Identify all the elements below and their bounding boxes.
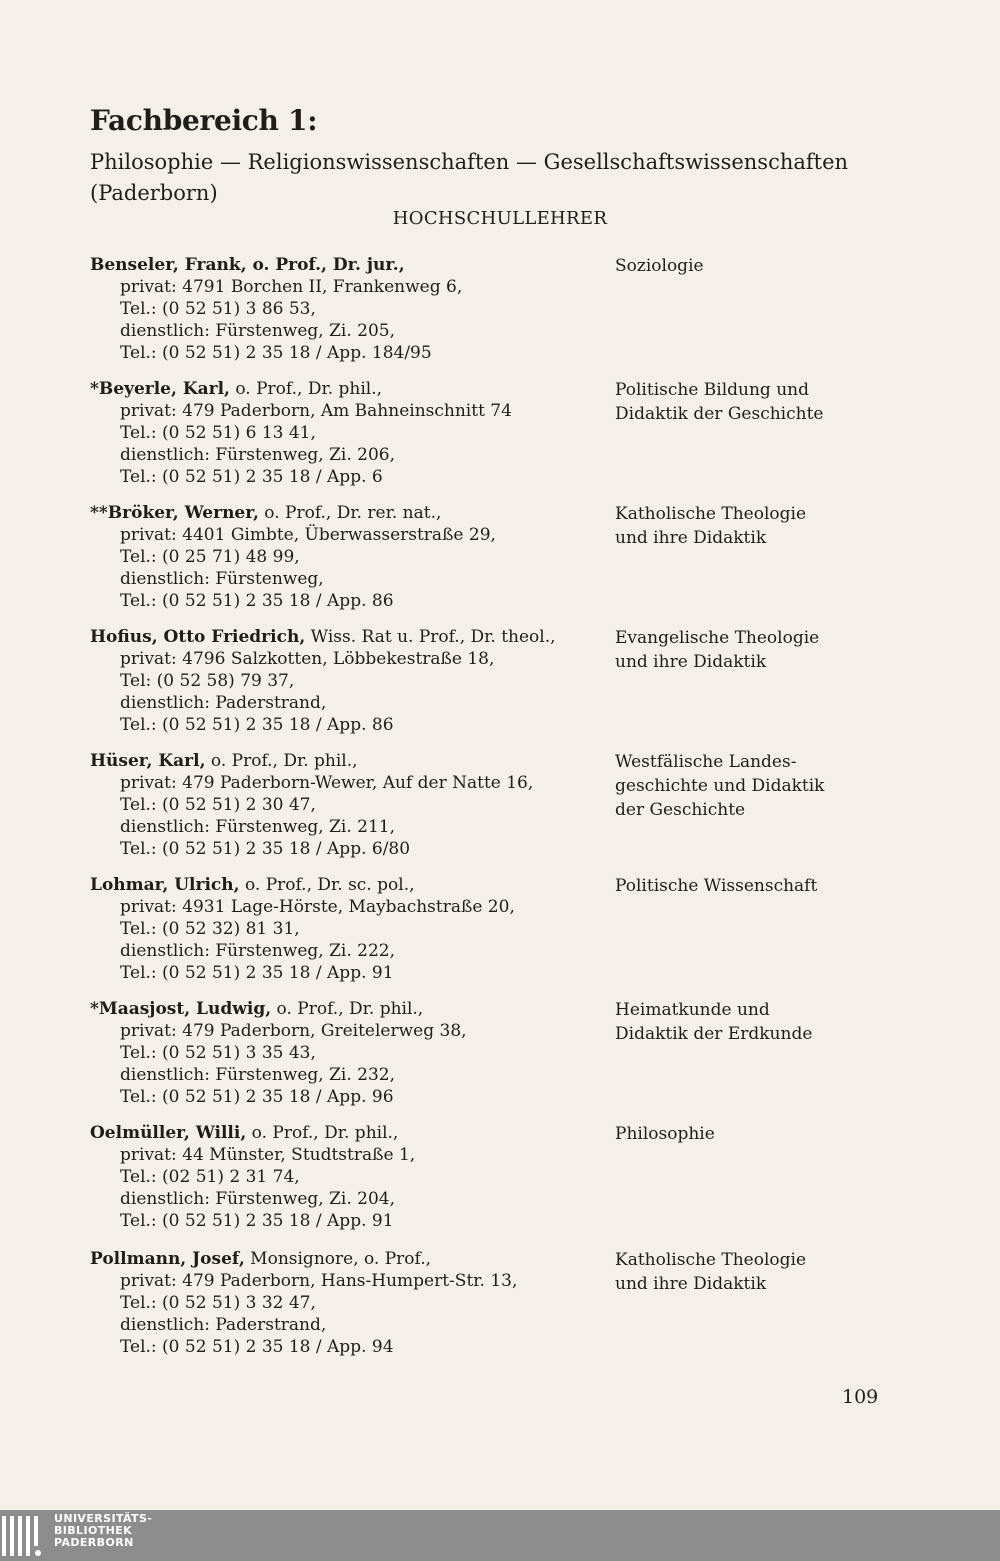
staff-contact-line: dienstlich: Fürstenweg, Zi. 222,: [120, 941, 396, 961]
staff-subject: [615, 1122, 895, 1146]
staff-contact-line: dienstlich: Fürstenweg, Zi. 204,: [120, 1189, 396, 1209]
staff-name-line: [90, 998, 610, 1020]
staff-contact-line: Tel.: (0 52 51) 6 13 41,: [120, 423, 316, 443]
subheading-line-2: (Paderborn): [90, 181, 218, 205]
staff-contact-line: Tel.: (0 52 51) 3 32 47,: [120, 1293, 316, 1313]
staff-entry-details: [90, 1248, 610, 1358]
staff-contact-line: Tel.: (0 52 51) 2 35 18 / App. 96: [120, 1087, 394, 1107]
staff-contact-line: privat: 479 Paderborn, Hans-Humpert-Str. 13,: [120, 1271, 518, 1291]
staff-name: Hofius, Otto Friedrich,: [90, 627, 306, 647]
staff-entry-details: [90, 998, 610, 1108]
staff-title: o. Prof., Dr. rer. nat.,: [258, 503, 442, 523]
staff-contact-line: dienstlich: Paderstrand,: [120, 693, 327, 713]
staff-subject-line: Katholische Theologie: [615, 1250, 807, 1270]
staff-name: **Bröker, Werner,: [90, 503, 259, 523]
staff-name: *Beyerle, Karl,: [90, 379, 230, 399]
staff-entry: [90, 378, 890, 488]
staff-entry-details: [90, 750, 610, 860]
staff-subject-line: Katholische Theologie: [615, 504, 807, 524]
staff-name-line: [90, 626, 610, 648]
staff-contact-line: dienstlich: Fürstenweg, Zi. 205,: [120, 321, 396, 341]
staff-name-line: [90, 1248, 610, 1270]
staff-title: o. Prof., Dr. phil.,: [246, 1123, 399, 1143]
staff-entry: [90, 750, 890, 860]
staff-contact-line: privat: 4401 Gimbte, Überwasserstraße 29,: [120, 525, 496, 545]
staff-title: o. Prof., Dr. phil.,: [205, 751, 358, 771]
staff-contact-line: dienstlich: Fürstenweg, Zi. 232,: [120, 1065, 396, 1085]
staff-contact-line: Tel.: (0 52 51) 2 30 47,: [120, 795, 316, 815]
staff-subject: [615, 254, 895, 278]
library-name-line-3: PADERBORN: [54, 1536, 134, 1549]
staff-title: o. Prof., Dr. phil.,: [271, 999, 424, 1019]
staff-name-line: [90, 750, 610, 772]
library-name: [54, 1513, 152, 1549]
staff-name-line: [90, 254, 610, 276]
staff-contact-line: Tel.: (0 25 71) 48 99,: [120, 547, 300, 567]
staff-name: Benseler, Frank, o. Prof., Dr. jur.,: [90, 255, 405, 275]
staff-contact-line: privat: 44 Münster, Studtstraße 1,: [120, 1145, 416, 1165]
staff-subject: [615, 378, 895, 426]
staff-contact-line: privat: 479 Paderborn, Am Bahneinschnitt 74: [120, 401, 512, 421]
staff-contact-line: dienstlich: Fürstenweg,: [120, 569, 324, 589]
staff-contact-line: privat: 4791 Borchen II, Frankenweg 6,: [120, 277, 463, 297]
staff-subject-line: und ihre Didaktik: [615, 1274, 767, 1294]
staff-subject-line: der Geschichte: [615, 800, 746, 820]
staff-entry-details: [90, 874, 610, 984]
staff-subject: [615, 874, 895, 898]
staff-entry: [90, 874, 890, 984]
staff-entry: [90, 1122, 890, 1232]
library-name-line-2: BIBLIOTHEK: [54, 1524, 133, 1537]
staff-contact-line: Tel.: (0 52 51) 2 35 18 / App. 6/80: [120, 839, 411, 859]
staff-contact-line: privat: 4931 Lage-Hörste, Maybachstraße 20,: [120, 897, 515, 917]
staff-title: o. Prof., Dr. sc. pol.,: [239, 875, 415, 895]
staff-contact-line: Tel.: (0 52 51) 2 35 18 / App. 184/95: [120, 343, 432, 363]
staff-contact-line: Tel.: (0 52 51) 2 35 18 / App. 6: [120, 467, 383, 487]
staff-contact-line: Tel.: (02 51) 2 31 74,: [120, 1167, 300, 1187]
staff-subject-line: Soziologie: [615, 256, 704, 276]
staff-subject: [615, 1248, 895, 1296]
staff-subject-line: Politische Wissenschaft: [615, 876, 818, 896]
staff-contact-line: Tel.: (0 52 51) 2 35 18 / App. 91: [120, 1211, 394, 1231]
staff-entry-details: [90, 378, 610, 488]
staff-contact-line: Tel.: (0 52 51) 2 35 18 / App. 91: [120, 963, 394, 983]
library-name-line-1: UNIVERSITÄTS-: [54, 1512, 153, 1525]
section-title-text: HOCHSCHULLEHRER: [392, 208, 608, 229]
library-logo-icon: [2, 1516, 46, 1556]
staff-subject-line: Didaktik der Geschichte: [615, 404, 824, 424]
staff-contact-line: Tel.: (0 52 32) 81 31,: [120, 919, 300, 939]
library-footer: [0, 1510, 1000, 1561]
staff-subject-line: geschichte und Didaktik: [615, 776, 825, 796]
staff-subject: [615, 626, 895, 674]
staff-entry-details: [90, 626, 610, 736]
staff-entry-details: [90, 1122, 610, 1232]
staff-contact-line: Tel.: (0 52 51) 3 86 53,: [120, 299, 316, 319]
staff-title: o. Prof., Dr. phil.,: [229, 379, 383, 399]
staff-name-line: [90, 874, 610, 896]
staff-contact-line: Tel.: (0 52 51) 3 35 43,: [120, 1043, 316, 1063]
staff-subject-line: Heimatkunde und: [615, 1000, 770, 1020]
staff-name-line: [90, 502, 610, 524]
staff-name: *Maasjost, Ludwig,: [90, 999, 272, 1019]
staff-contact-line: dienstlich: Paderstrand,: [120, 1315, 327, 1335]
staff-entry: [90, 998, 890, 1108]
staff-name: Oelmüller, Willi,: [90, 1123, 247, 1143]
staff-contact-line: privat: 479 Paderborn, Greitelerweg 38,: [120, 1021, 467, 1041]
staff-entry-details: [90, 254, 610, 364]
staff-contact-line: privat: 479 Paderborn-Wewer, Auf der Natte 16,: [120, 773, 534, 793]
staff-subject-line: Didaktik der Erdkunde: [615, 1024, 813, 1044]
staff-subject: [615, 750, 895, 822]
page-number: 109: [842, 1386, 879, 1408]
staff-name: Lohmar, Ulrich,: [90, 875, 240, 895]
staff-subject-line: und ihre Didaktik: [615, 652, 767, 672]
staff-contact-line: privat: 4796 Salzkotten, Löbbekestraße 18,: [120, 649, 495, 669]
staff-contact-line: dienstlich: Fürstenweg, Zi. 211,: [120, 817, 396, 837]
staff-name-line: [90, 378, 610, 400]
staff-entry: [90, 626, 890, 736]
staff-entry: [90, 254, 890, 364]
staff-title: Monsignore, o. Prof.,: [244, 1249, 432, 1269]
staff-subject: [615, 502, 895, 550]
staff-name: Hüser, Karl,: [90, 751, 206, 771]
staff-title: Wiss. Rat u. Prof., Dr. theol.,: [305, 627, 556, 647]
staff-contact-line: dienstlich: Fürstenweg, Zi. 206,: [120, 445, 396, 465]
staff-subject-line: Westfälische Landes-: [615, 752, 797, 772]
page-subheading: [90, 147, 910, 209]
staff-contact-line: Tel.: (0 52 51) 2 35 18 / App. 86: [120, 715, 394, 735]
staff-entry: [90, 502, 890, 612]
page-heading: Fachbereich 1:: [90, 104, 318, 137]
staff-contact-line: Tel.: (0 52 51) 2 35 18 / App. 86: [120, 591, 394, 611]
staff-subject: [615, 998, 895, 1046]
staff-subject-line: Politische Bildung und: [615, 380, 809, 400]
staff-contact-line: Tel.: (0 52 51) 2 35 18 / App. 94: [120, 1337, 394, 1357]
staff-name: Pollmann, Josef,: [90, 1249, 245, 1269]
staff-subject-line: Evangelische Theologie: [615, 628, 820, 648]
subheading-line-1: Philosophie — Religionswissenschaften — Gesellschaftswissenschaften: [90, 150, 849, 174]
staff-entry: [90, 1248, 890, 1358]
staff-name-line: [90, 1122, 610, 1144]
staff-subject-line: Philosophie: [615, 1124, 715, 1144]
staff-contact-line: Tel: (0 52 58) 79 37,: [120, 671, 295, 691]
section-title: [0, 208, 1000, 229]
staff-entry-details: [90, 502, 610, 612]
staff-subject-line: und ihre Didaktik: [615, 528, 767, 548]
